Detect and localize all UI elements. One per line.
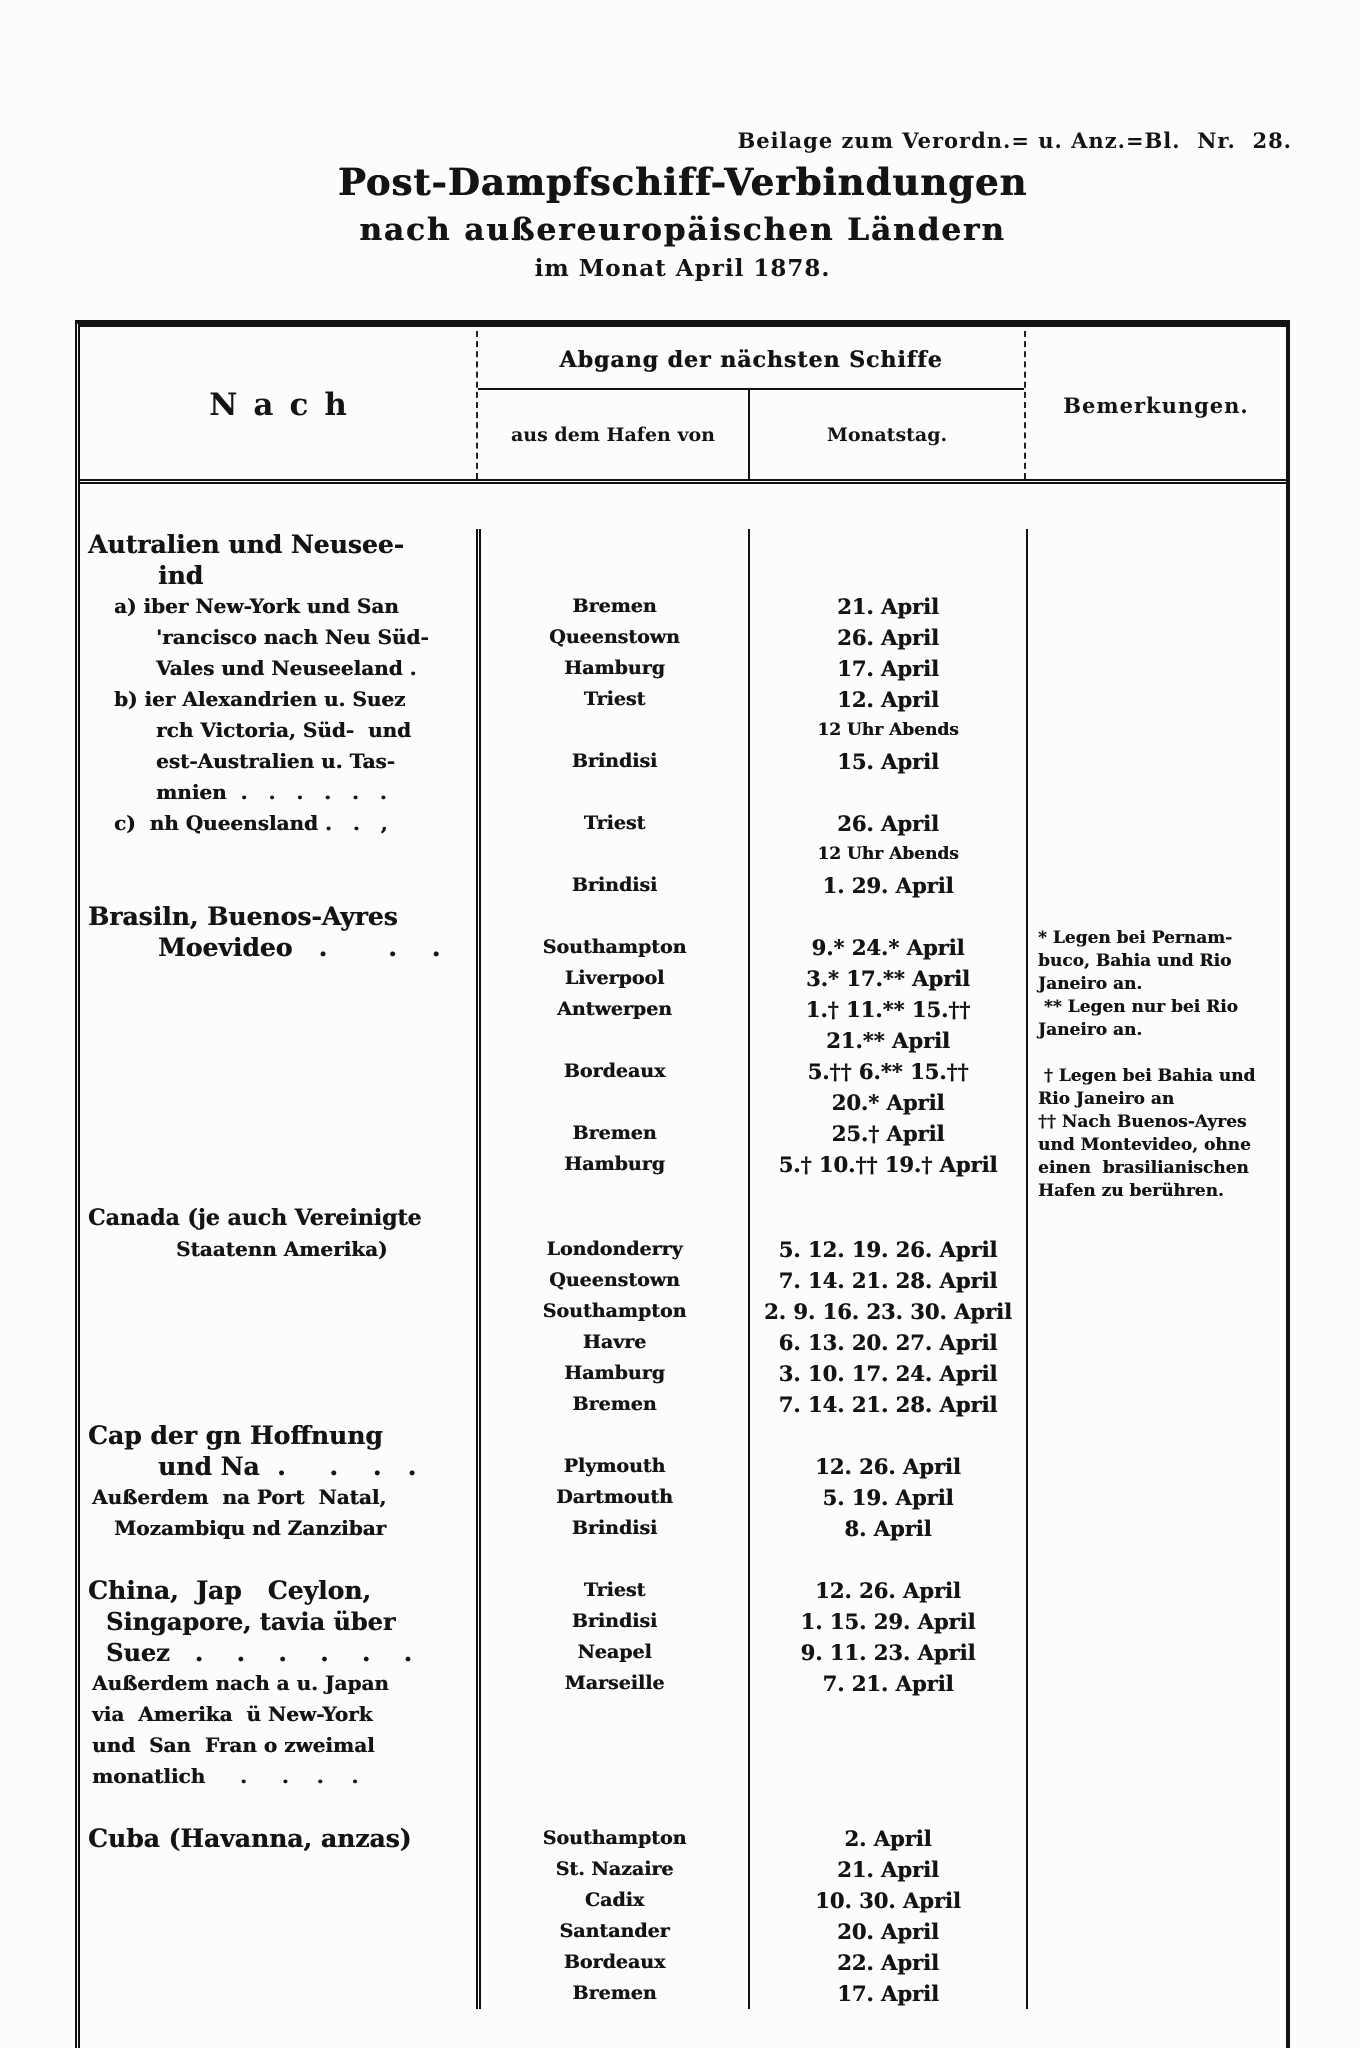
date-line: 20. April xyxy=(837,1919,939,1944)
remark-line: und Montevideo, ohne xyxy=(1038,1135,1251,1155)
port-line xyxy=(481,777,748,808)
remark-line: † Legen bei Bahia und xyxy=(1038,1066,1256,1086)
date-line: 9. 11. 23. April xyxy=(800,1640,976,1665)
remarks-cell xyxy=(1026,1203,1286,1420)
date-line: 6. 13. 20. 27. April xyxy=(778,1330,998,1355)
date-line: 5.† 10.†† 19.† April xyxy=(778,1152,998,1177)
remark-line: ** Legen nur bei Rio xyxy=(1038,997,1238,1017)
date-line: 3.* 17.** April xyxy=(805,966,971,991)
date-line: 7. 14. 21. 28. April xyxy=(778,1268,998,1293)
date-line xyxy=(750,1699,1026,1730)
port-line: Brindisi xyxy=(571,1610,658,1632)
date-line: 15. April xyxy=(837,749,939,774)
date-line: 17. April xyxy=(837,656,939,681)
date-line xyxy=(750,777,1026,808)
date-line: 2. April xyxy=(844,1826,932,1851)
destination-line: Canada (je auch Vereinigte xyxy=(88,1205,422,1231)
destination-cell xyxy=(80,1203,476,1420)
port-line xyxy=(481,1420,748,1451)
port-line: Queenstown xyxy=(549,626,680,648)
destination-cell xyxy=(80,1575,476,1823)
date-line: 21.** April xyxy=(826,1028,950,1053)
port-line: Hamburg xyxy=(564,1153,665,1175)
ports-cell xyxy=(476,901,748,1203)
port-line: Bremen xyxy=(572,1122,657,1144)
remarks-cell xyxy=(1026,901,1286,1203)
section-china xyxy=(80,1575,1286,1823)
date-line: 9.* 24.* April xyxy=(811,935,965,960)
port-line xyxy=(481,560,748,591)
date-line: 2. 9. 16. 23. 30. April xyxy=(763,1299,1012,1324)
port-line: Bordeaux xyxy=(563,1060,666,1082)
dates-cell xyxy=(748,901,1026,1203)
column-group-abgang xyxy=(476,331,1026,479)
steamship-schedule-table xyxy=(75,320,1290,2048)
date-line: 8. April xyxy=(844,1516,932,1541)
destination-line: und San Fran o zweimal xyxy=(92,1733,375,1757)
destination-line: mnien . . . . . . xyxy=(156,780,387,804)
destination-line: Cap der gn Hoffnung xyxy=(88,1421,383,1450)
date-line xyxy=(750,1420,1026,1451)
remarks-cell xyxy=(1026,1420,1286,1575)
port-line: Triest xyxy=(583,812,646,834)
date-line xyxy=(750,560,1026,591)
remark-line: Rio Janeiro an xyxy=(1038,1089,1175,1109)
destination-cell xyxy=(80,1823,476,2009)
document-subtitle: nach außereuropäischen Ländern xyxy=(359,212,1006,248)
port-line xyxy=(481,1730,748,1761)
port-line xyxy=(481,839,748,870)
destination-line: und Na . . . . xyxy=(158,1452,417,1481)
table-header xyxy=(80,331,1286,484)
date-line xyxy=(750,1761,1026,1792)
date-line: 1.† 11.** 15.†† xyxy=(805,997,971,1022)
port-line xyxy=(481,1544,748,1575)
date-line: 5. 19. April xyxy=(822,1485,954,1510)
section-cuba xyxy=(80,1823,1286,2009)
remarks-cell xyxy=(1026,1823,1286,2009)
destination-line: ind xyxy=(158,561,204,590)
remark-line xyxy=(1038,1042,1282,1065)
remark-line: Hafen zu berühren. xyxy=(1038,1181,1224,1201)
port-line: Neapel xyxy=(577,1641,652,1663)
port-line: Triest xyxy=(583,688,646,710)
destination-line: Außerdem na Port Natal, xyxy=(92,1485,387,1509)
port-line: Bremen xyxy=(572,1393,657,1415)
date-line xyxy=(750,1730,1026,1761)
date-line xyxy=(750,529,1026,560)
port-line: Brindisi xyxy=(571,750,658,772)
destination-line: c) nh Queensland . . , xyxy=(114,811,388,835)
destination-line: 'rancisco nach Neu Süd- xyxy=(156,625,429,649)
date-line: 10. 30. April xyxy=(815,1888,961,1913)
port-line: Antwerpen xyxy=(557,998,672,1020)
port-line: Liverpool xyxy=(564,967,665,989)
section-canada xyxy=(80,1203,1286,1420)
date-line: 1. 15. 29. April xyxy=(800,1609,976,1634)
column-header-hafen: aus dem Hafen von xyxy=(478,390,750,479)
date-line: 12. 26. April xyxy=(815,1454,961,1479)
destination-cell xyxy=(80,901,476,1203)
remark-line: buco, Bahia und Rio xyxy=(1038,951,1232,971)
port-line: Bremen xyxy=(572,1982,657,2004)
date-line xyxy=(750,1203,1026,1234)
destination-cell xyxy=(80,529,476,901)
document-title: Post-Dampfschiff-Verbindungen xyxy=(337,160,1028,204)
date-line: 5.†† 6.** 15.†† xyxy=(807,1059,969,1084)
date-line: 26. April xyxy=(837,811,939,836)
date-line: 7. 14. 21. 28. April xyxy=(778,1392,998,1417)
port-line: Marseille xyxy=(564,1672,665,1694)
port-line: Brindisi xyxy=(571,874,658,896)
port-line: Dartmouth xyxy=(556,1486,673,1508)
port-line: Bremen xyxy=(572,595,657,617)
date-line: 7. 21. April xyxy=(822,1671,954,1696)
port-line: Southampton xyxy=(542,936,687,958)
column-header-nach xyxy=(80,331,476,479)
destination-line: Außerdem nach a u. Japan xyxy=(92,1671,389,1695)
column-header-abgang: Abgang der nächsten Schiffe xyxy=(478,331,1024,390)
port-line: Brindisi xyxy=(571,1517,658,1539)
destination-line: rch Victoria, Süd- und xyxy=(156,718,412,742)
destination-line: monatlich . . . . xyxy=(92,1764,359,1788)
ports-cell xyxy=(476,1420,748,1575)
table-body xyxy=(80,484,1286,2009)
remark-line: Janeiro an. xyxy=(1038,1020,1143,1040)
ports-cell xyxy=(476,1575,748,1823)
port-line xyxy=(481,1203,748,1234)
column-subheaders xyxy=(478,390,1024,479)
destination-line: Singapore, tavia über xyxy=(106,1607,396,1636)
remark-line: Janeiro an. xyxy=(1038,974,1143,994)
destination-line: Suez . . . . . . xyxy=(106,1638,412,1667)
ports-cell xyxy=(476,529,748,901)
remark-line: einen brasilianischen xyxy=(1038,1158,1249,1178)
dates-cell xyxy=(748,1203,1026,1420)
destination-cell xyxy=(80,1420,476,1575)
destination-line: b) ier Alexandrien u. Suez xyxy=(114,687,406,711)
column-header-monatstag: Monatstag. xyxy=(826,423,948,446)
port-line xyxy=(481,715,748,746)
column-header-nach-label: Nach xyxy=(209,387,363,423)
document-month-line: im Monat April 1878. xyxy=(534,255,831,282)
port-line xyxy=(481,901,748,932)
date-line xyxy=(750,1544,1026,1575)
port-line xyxy=(481,529,748,560)
section-australien xyxy=(80,529,1286,901)
date-line: 21. April xyxy=(837,594,939,619)
date-line: 22. April xyxy=(837,1950,939,1975)
destination-line: China, Jap Ceylon, xyxy=(88,1576,372,1605)
destination-line: Autralien und Neusee- xyxy=(88,530,405,559)
date-line: 20.* April xyxy=(831,1090,945,1115)
port-line: Hamburg xyxy=(564,657,665,679)
date-line: 12. April xyxy=(837,687,939,712)
document-title-block xyxy=(75,160,1290,282)
date-line: 17. April xyxy=(837,1981,939,2006)
port-line: Hamburg xyxy=(564,1362,665,1384)
section-cap-der-guten-hoffnung xyxy=(80,1420,1286,1575)
remarks-cell xyxy=(1026,529,1286,901)
remark-line: * Legen bei Pernam- xyxy=(1038,928,1233,948)
ports-cell xyxy=(476,1203,748,1420)
port-line xyxy=(481,1761,748,1792)
dates-cell xyxy=(748,1575,1026,1823)
date-line: 3. 10. 17. 24. April xyxy=(778,1361,998,1386)
column-header-bemerkungen: Bemerkungen. xyxy=(1063,392,1249,418)
port-line: Plymouth xyxy=(563,1455,666,1477)
port-line: Southampton xyxy=(542,1300,687,1322)
port-line: Queenstown xyxy=(549,1269,680,1291)
remarks-cell xyxy=(1026,1575,1286,1823)
date-line: 5. 12. 19. 26. April xyxy=(778,1237,998,1262)
port-line: Santander xyxy=(559,1920,670,1942)
date-line: 21. April xyxy=(837,1857,939,1882)
date-line: 12 Uhr Abends xyxy=(817,844,959,864)
remark-line: †† Nach Buenos-Ayres xyxy=(1038,1112,1247,1132)
port-line: Londonderry xyxy=(546,1238,683,1260)
port-line xyxy=(481,1699,748,1730)
date-line: 1. 29. April xyxy=(822,873,954,898)
destination-line: Moevideo . . . xyxy=(158,933,441,962)
date-line: 12. 26. April xyxy=(815,1578,961,1603)
port-line: Triest xyxy=(583,1579,646,1601)
destination-line: Mozambiqu nd Zanzibar xyxy=(114,1516,387,1540)
destination-line: est-Australien u. Tas- xyxy=(156,749,395,773)
port-line: Southampton xyxy=(542,1827,687,1849)
date-line xyxy=(750,901,1026,932)
section-brasilien xyxy=(80,901,1286,1203)
date-line: 25.† April xyxy=(831,1121,945,1146)
port-line: Havre xyxy=(582,1331,647,1353)
date-line: 26. April xyxy=(837,625,939,650)
destination-line: Vales und Neuseeland . xyxy=(156,656,417,680)
port-line xyxy=(481,1792,748,1823)
destination-line: via Amerika ü New-York xyxy=(92,1702,373,1726)
port-line xyxy=(481,1025,748,1056)
ports-cell xyxy=(476,1823,748,2009)
port-line: Cadix xyxy=(584,1889,645,1911)
port-line: St. Nazaire xyxy=(555,1858,674,1880)
dates-cell xyxy=(748,1420,1026,1575)
destination-line: Staatenn Amerika) xyxy=(176,1237,388,1261)
port-line xyxy=(481,1087,748,1118)
date-line xyxy=(750,1792,1026,1823)
port-line: Bordeaux xyxy=(563,1951,666,1973)
destination-line: Cuba (Havanna, anzas) xyxy=(88,1824,412,1853)
destination-line: Brasiln, Buenos-Ayres xyxy=(88,902,398,931)
dates-cell xyxy=(748,1823,1026,2009)
destination-line: a) iber New-York und San xyxy=(114,594,399,618)
date-line: 12 Uhr Abends xyxy=(817,720,959,740)
page-header-annotation: Beilage zum Verordn.= u. Anz.=Bl. Nr. 28. xyxy=(737,128,1292,153)
dates-cell xyxy=(748,529,1026,901)
